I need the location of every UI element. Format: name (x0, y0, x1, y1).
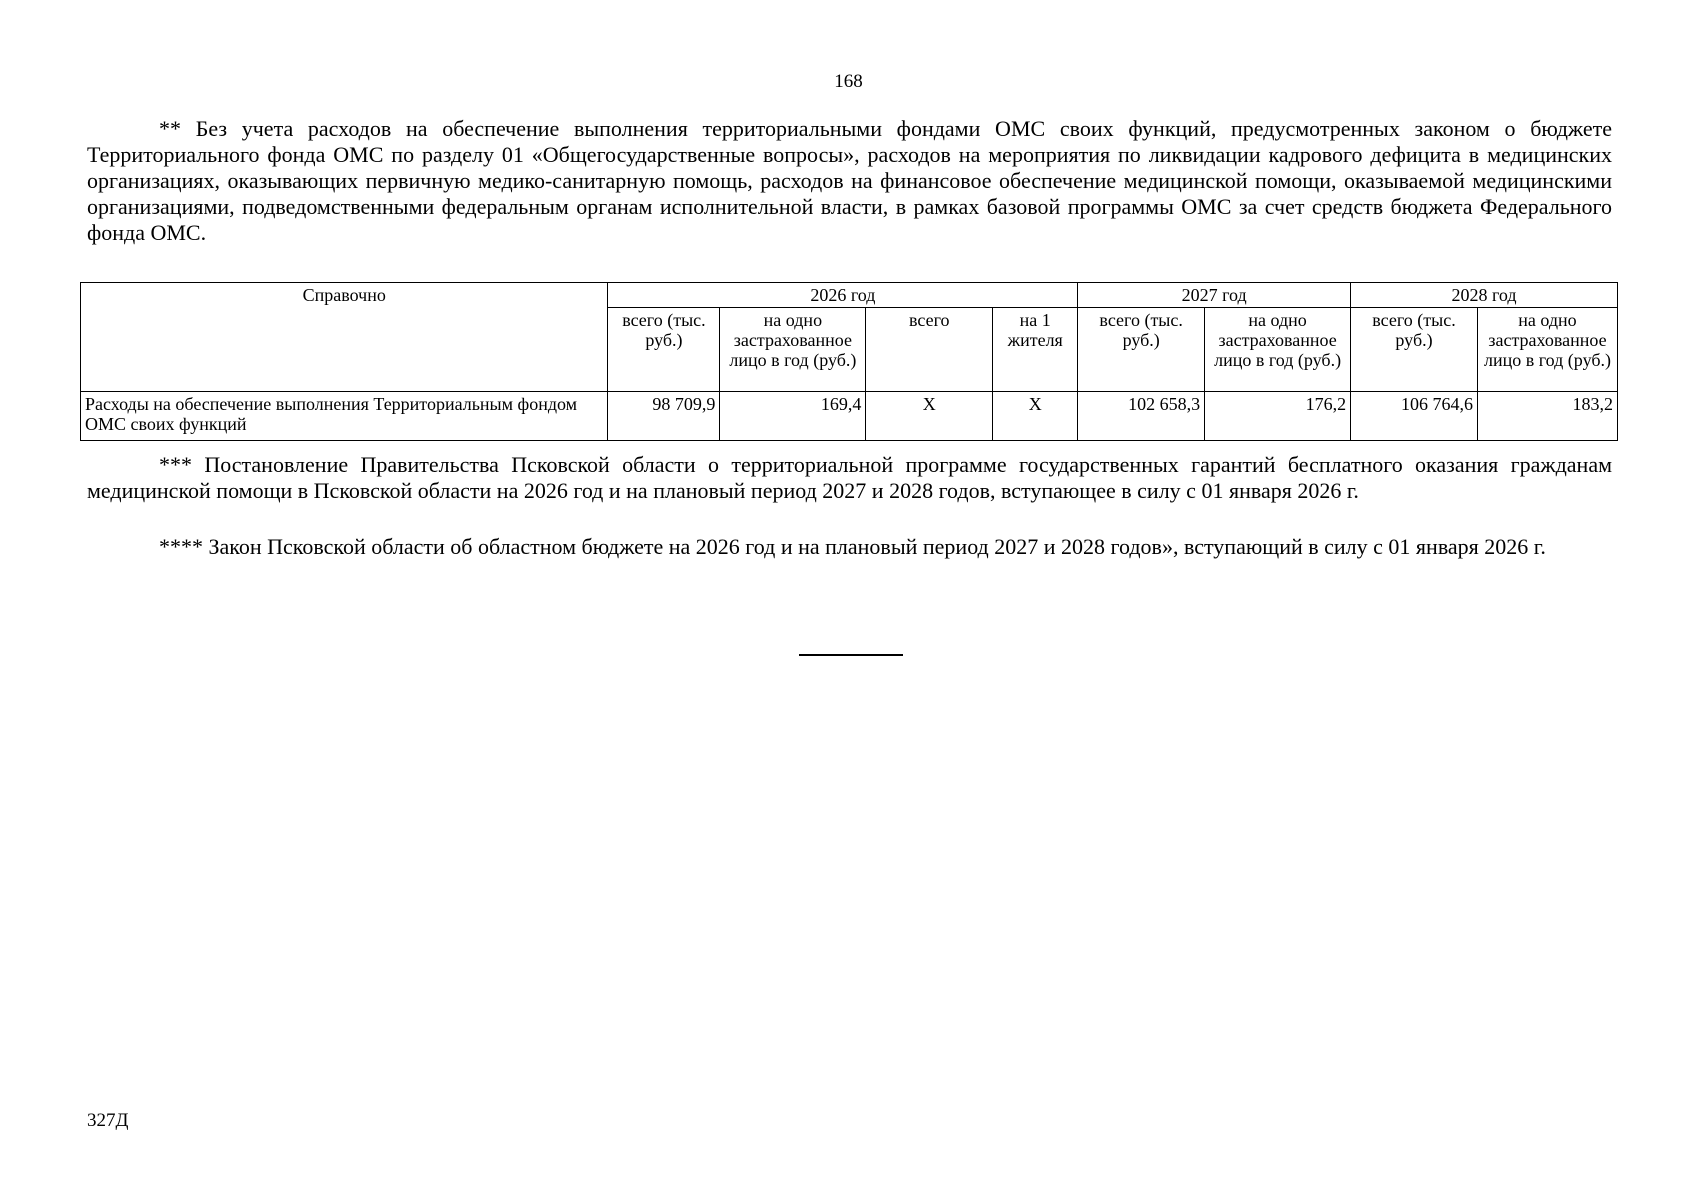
row-label: Расходы на обеспечение выполнения Территориальным фондом ОМС своих функций (81, 392, 608, 441)
table-header-row (81, 283, 1618, 308)
cell-2026-per-insured: 169,4 (720, 392, 866, 441)
header-year-2026: 2026 год (608, 283, 1078, 308)
subheader-2026-total-b: всего (866, 308, 993, 392)
cell-2026-per-resident: X (993, 392, 1078, 441)
header-year-2027: 2027 год (1078, 283, 1351, 308)
subheader-2026-per-resident: на 1 жителя (993, 308, 1078, 392)
subheader-2028-total: всего (тыс. руб.) (1351, 308, 1478, 392)
footnote-quadruple-asterisk: **** Закон Псковской области об областном бюджете на 2026 год и на плановый период 2027 и 2028 годов», вступающий в силу с 01 января 2026 г. (159, 534, 1546, 559)
cell-2028-total: 106 764,6 (1351, 392, 1478, 441)
subheader-2027-per-insured: на одно застрахованное лицо в год (руб.) (1205, 308, 1351, 392)
subheader-2027-total: всего (тыс. руб.) (1078, 308, 1205, 392)
table-row (81, 392, 1618, 441)
footnote-triple-asterisk: *** Постановление Правительства Псковской области о территориальной программе государственных гарантий бесплатного оказания гражданам медицинской помощи в Псковской области на 2026 год и на плановый период 2027 и 2028 годов, вступающее в силу с 01 января 2026 г. (87, 452, 1612, 503)
subheader-2028-per-insured: на одно застрахованное лицо в год (руб.) (1477, 308, 1617, 392)
header-year-2028: 2028 год (1351, 283, 1618, 308)
cell-2027-per-insured: 176,2 (1205, 392, 1351, 441)
cell-2026-total: 98 709,9 (608, 392, 720, 441)
subheader-2026-total: всего (тыс. руб.) (608, 308, 720, 392)
header-reference: Справочно (81, 283, 608, 392)
page-number: 168 (834, 71, 863, 92)
cell-2027-total: 102 658,3 (1078, 392, 1205, 441)
subheader-2026-per-insured: на одно застрахованное лицо в год (руб.) (720, 308, 866, 392)
reference-table (80, 282, 1618, 441)
end-of-document-divider (799, 654, 903, 656)
cell-2026-total-b: X (866, 392, 993, 441)
cell-2028-per-insured: 183,2 (1477, 392, 1617, 441)
footnote-double-asterisk: ** Без учета расходов на обеспечение выполнения территориальными фондами ОМС своих функций, предусмотренных законом о бюджете Территориального фонда ОМС по разделу 01 «Общегосударственные вопросы», расходов на мероприятия по ликвидации кадрового дефицита в медицинских организациях, оказывающих первичную медико-санитарную помощь, расходов на финансовое обеспечение медицинской помощи, оказываемой медицинскими организациями, подведомственными федеральным органам исполнительной власти, в рамках базовой программы ОМС за счет средств бюджета Федерального фонда ОМС. (87, 116, 1612, 245)
document-code: 327Д (87, 1110, 129, 1131)
